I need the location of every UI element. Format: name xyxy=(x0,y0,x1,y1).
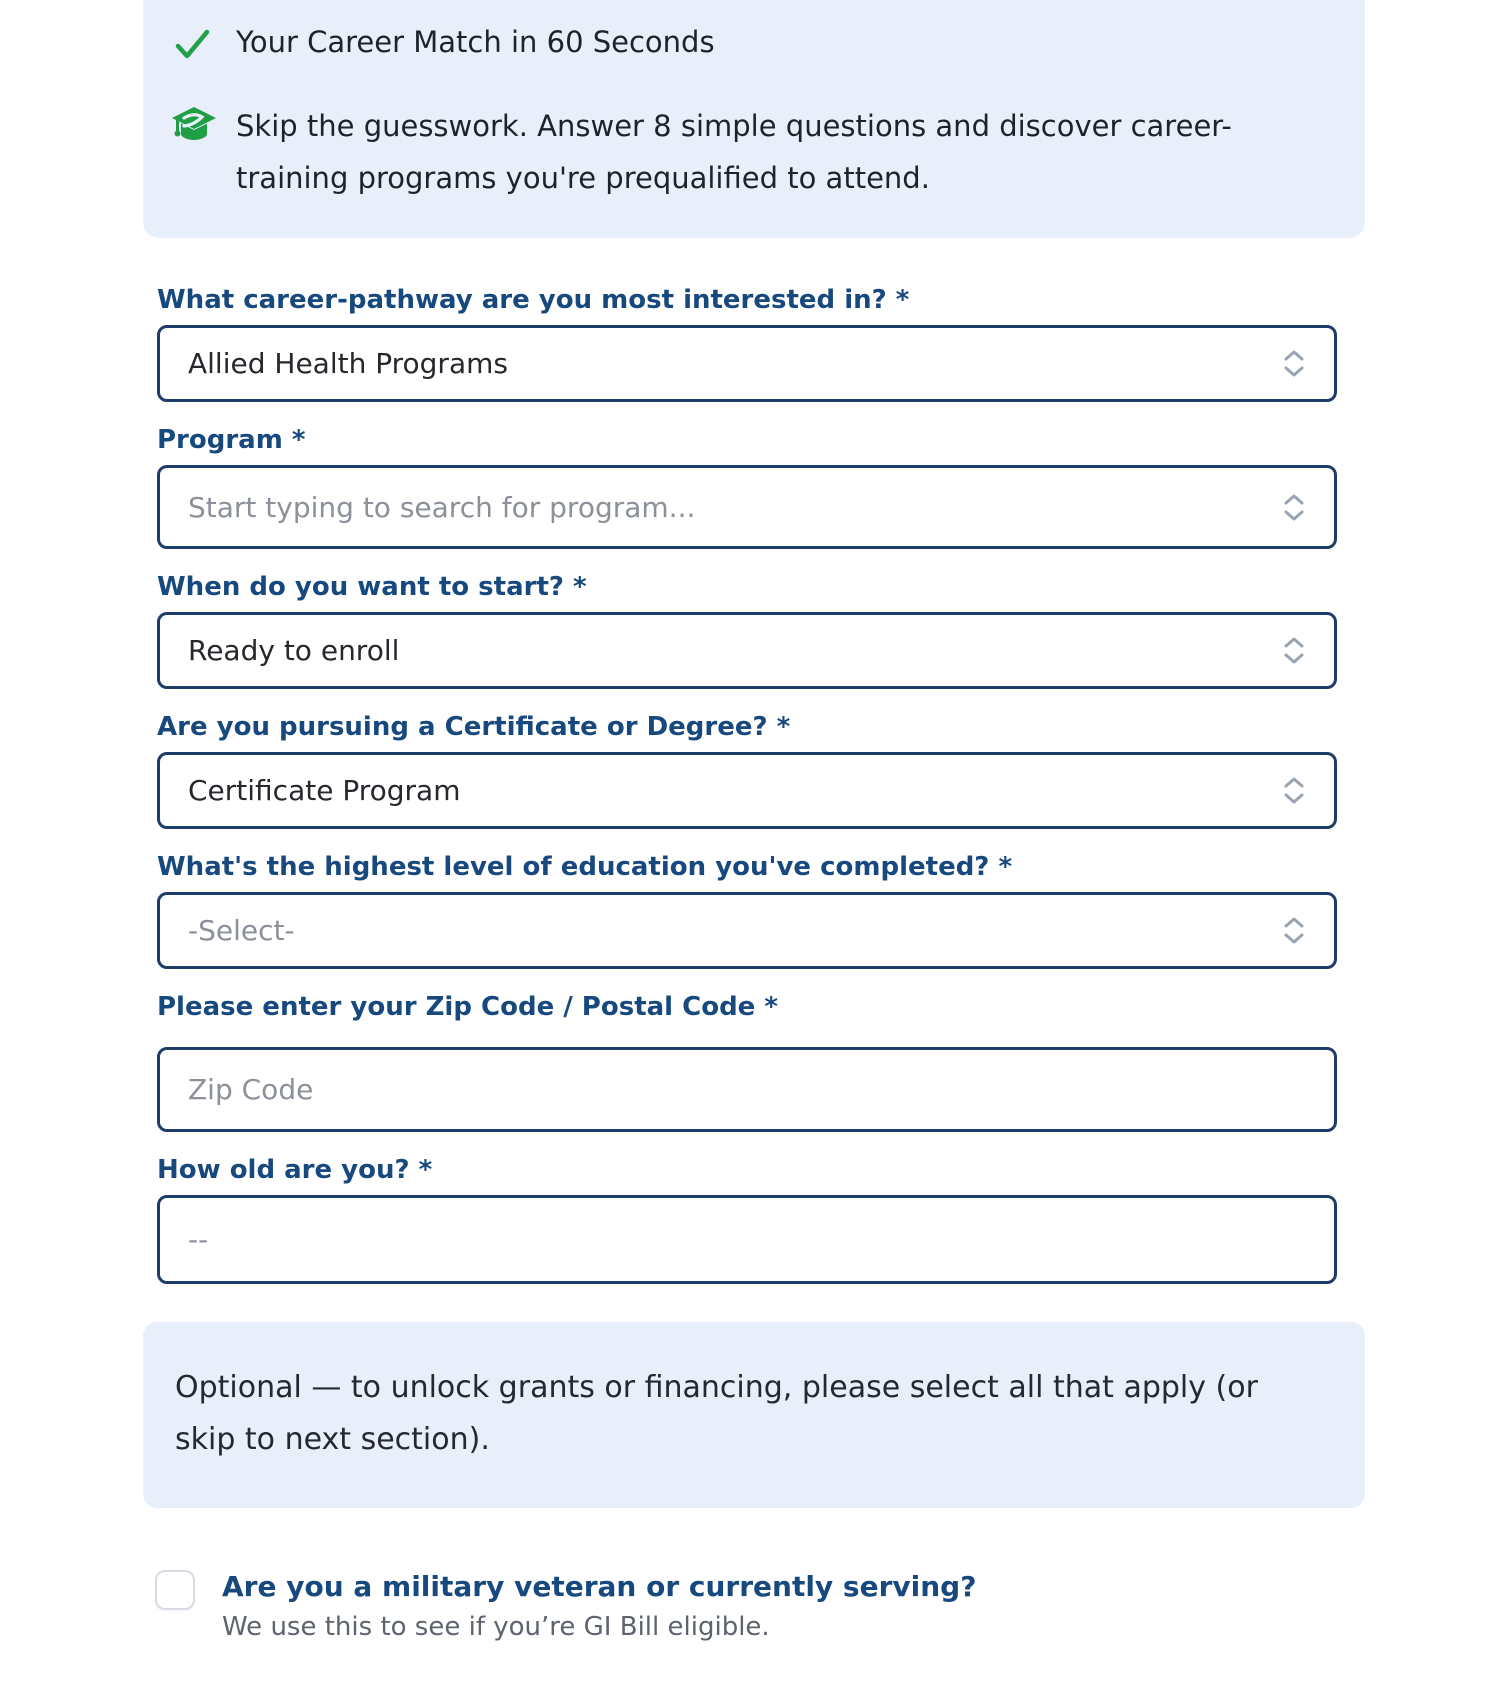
zip-code-input[interactable] xyxy=(188,1073,1306,1106)
career-pathway-value: Allied Health Programs xyxy=(188,347,508,380)
check-icon xyxy=(170,22,214,70)
start-timing-value: Ready to enroll xyxy=(188,634,400,667)
graduation-cap-icon xyxy=(170,102,218,154)
military-veteran-question: Are you a military veteran or currently serving? xyxy=(222,1570,977,1603)
military-veteran-checkbox[interactable] xyxy=(155,1570,195,1610)
optional-note-banner xyxy=(143,1322,1365,1508)
field-career-pathway xyxy=(157,284,1337,402)
field-education-level xyxy=(157,851,1337,969)
intro-title-row xyxy=(170,20,1335,70)
chevron-updown-icon xyxy=(1282,349,1306,378)
age-label: How old are you? * xyxy=(157,1155,433,1185)
intro-description: Skip the guesswork. Answer 8 simple questions and discover career-training programs you're prequalified to attend. xyxy=(236,109,1232,195)
age-input[interactable] xyxy=(188,1223,1306,1256)
optional-note-text: Optional — to unlock grants or financing, please select all that apply (or skip to next section). xyxy=(175,1370,1258,1457)
military-veteran-row xyxy=(155,1568,1506,1685)
chevron-updown-icon xyxy=(1282,636,1306,665)
education-level-select[interactable] xyxy=(157,892,1337,969)
career-match-form xyxy=(157,284,1337,1284)
program-search-select[interactable] xyxy=(157,465,1337,549)
certificate-degree-label: Are you pursuing a Certificate or Degree? * xyxy=(157,712,791,742)
zip-code-label: Please enter your Zip Code / Postal Code * xyxy=(157,992,778,1022)
field-start-timing xyxy=(157,571,1337,689)
intro-banner xyxy=(143,0,1365,238)
education-level-placeholder: -Select- xyxy=(188,914,295,947)
military-veteran-hint: We use this to see if you’re GI Bill eligible. xyxy=(222,1612,770,1642)
field-zip-code xyxy=(157,991,1337,1132)
intro-description-row xyxy=(170,100,1335,204)
intro-title: Your Career Match in 60 Seconds xyxy=(236,25,715,59)
zip-code-control xyxy=(157,1047,1337,1132)
field-certificate-degree xyxy=(157,711,1337,829)
start-timing-label: When do you want to start? * xyxy=(157,572,587,602)
chevron-updown-icon xyxy=(1282,776,1306,805)
certificate-degree-value: Certificate Program xyxy=(188,774,461,807)
program-placeholder: Start typing to search for program... xyxy=(188,490,696,524)
education-level-label: What's the highest level of education you've completed? * xyxy=(157,852,1013,882)
age-control xyxy=(157,1195,1337,1284)
certificate-degree-select[interactable] xyxy=(157,752,1337,829)
career-pathway-label: What career-pathway are you most interested in? * xyxy=(157,285,910,315)
career-pathway-select[interactable] xyxy=(157,325,1337,402)
field-program xyxy=(157,424,1337,549)
chevron-updown-icon xyxy=(1282,493,1306,522)
program-label: Program * xyxy=(157,425,306,455)
start-timing-select[interactable] xyxy=(157,612,1337,689)
field-age xyxy=(157,1154,1337,1284)
chevron-updown-icon xyxy=(1282,916,1306,945)
